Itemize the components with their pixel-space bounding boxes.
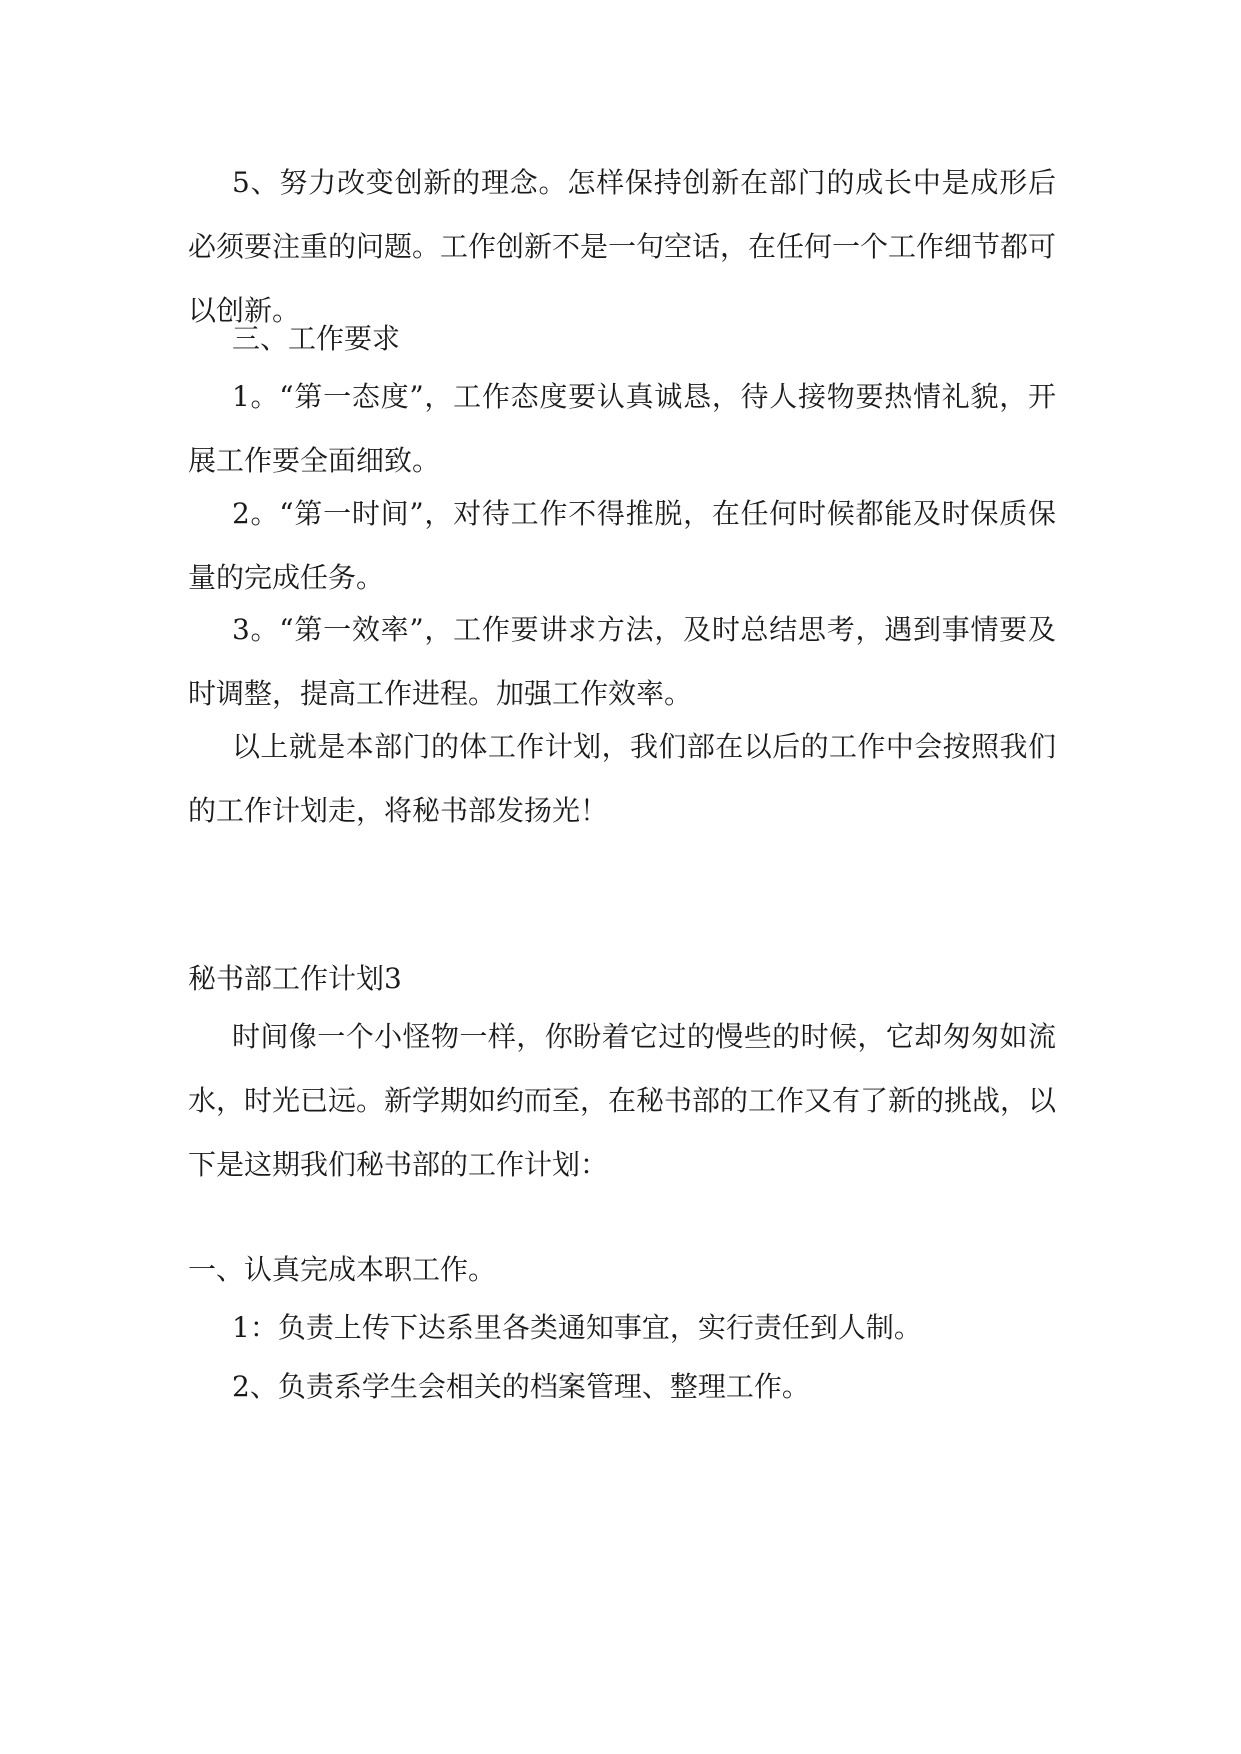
document-title: 秘书部工作计划3 — [188, 962, 402, 995]
section-heading-work-requirements: 三、工作要求 — [232, 322, 401, 355]
paragraph-first-attitude: 1。“第一态度”，工作态度要认真诚恳，待人接物要热情礼貌，开展工作要全面细致。 — [188, 380, 1056, 477]
paragraph-conclusion: 以上就是本部门的体工作计划，我们部在以后的工作中会按照我们的工作计划走，将秘书部发扬光！ — [188, 730, 1056, 827]
paragraph-intro: 时间像一个小怪物一样，你盼着它过的慢些的时候，它却匆匆如流水，时光已远。新学期如约而至，在秘书部的工作又有了新的挑战，以下是这期我们秘书部的工作计划： — [188, 1020, 1057, 1181]
paragraph-innovation: 5、努力改变创新的理念。怎样保持创新在部门的成长中是成形后必须要注重的问题。工作创新不是一句空话，在任何一个工作细节都可以创新。 — [188, 166, 1057, 327]
paragraph-first-efficiency: 3。“第一效率”，工作要讲求方法，及时总结思考，遇到事情要及时调整，提高工作进程。加强工作效率。 — [188, 613, 1056, 710]
section-heading-duties: 一、认真完成本职工作。 — [188, 1253, 497, 1286]
paragraph-duty-2: 2、负责系学生会相关的档案管理、整理工作。 — [232, 1370, 810, 1403]
paragraph-first-time: 2。“第一时间”，对待工作不得推脱，在任何时候都能及时保质保量的完成任务。 — [188, 497, 1056, 594]
paragraph-duty-1: 1：负责上传下达系里各类通知事宜，实行责任到人制。 — [232, 1311, 922, 1344]
